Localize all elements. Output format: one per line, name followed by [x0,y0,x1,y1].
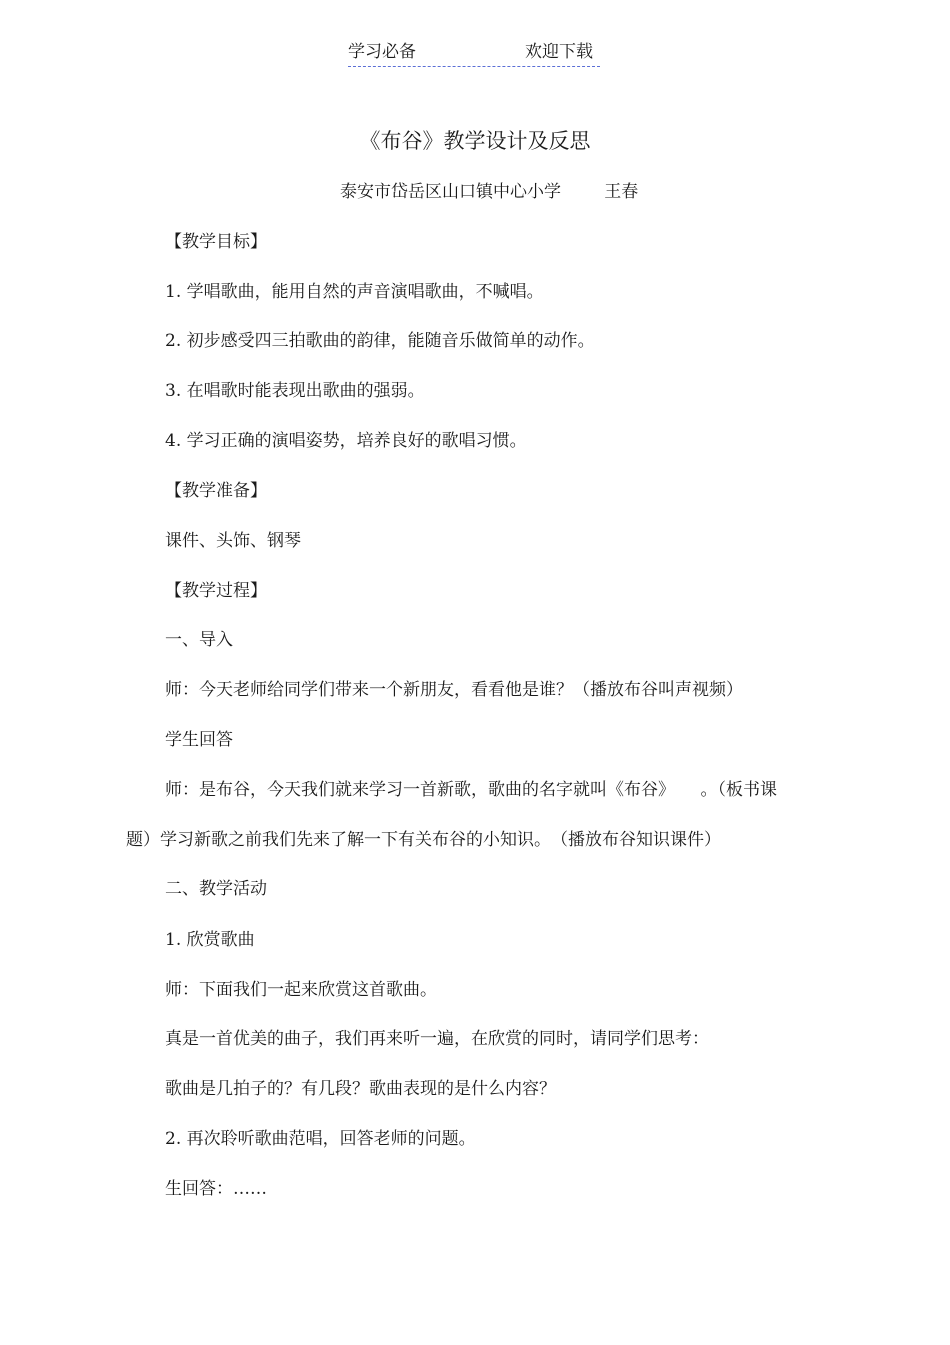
goal-item-4: 4. 学习正确的演唱姿势，培养良好的歌唱习惯。 [165,431,527,451]
header-left-text: 学习必备 [348,42,416,62]
subsection-activities: 二、教学活动 [165,879,267,899]
paragraph-student-reply: 生回答：…… [165,1179,267,1199]
section-heading-process: 【教学过程】 [165,581,267,601]
activity-item-2: 2. 再次聆听歌曲范唱，回答老师的问题。 [165,1129,476,1149]
goal-item-3: 3. 在唱歌时能表现出歌曲的强弱。 [165,381,425,401]
paragraph-teacher-2: 师：是布谷，今天我们就来学习一首新歌，歌曲的名字就叫《布谷》 。（板书课 [165,780,777,800]
header-right-text: 欢迎下载 [525,42,593,62]
paragraph-questions: 歌曲是几拍子的？有几段？歌曲表现的是什么内容？ [165,1079,556,1099]
goal-item-1: 1. 学唱歌曲，能用自然的声音演唱歌曲，不喊唱。 [165,282,544,302]
paragraph-listen-again: 真是一首优美的曲子，我们再来听一遍，在欣赏的同时，请同学们思考： [165,1029,709,1049]
preparation-text: 课件、头饰、钢琴 [165,531,301,551]
paragraph-teacher-1: 师：今天老师给同学们带来一个新朋友，看看他是谁？（播放布谷叫声视频） [165,680,743,700]
paragraph-teacher-2-cont: 题）学习新歌之前我们先来了解一下有关布谷的小知识。 （播放布谷知识课件） [126,830,721,850]
section-heading-goals: 【教学目标】 [165,232,267,252]
paragraph-student-answer: 学生回答 [165,730,233,750]
author-school: 泰安市岱岳区山口镇中心小学 [340,182,561,202]
section-heading-preparation: 【教学准备】 [165,481,267,501]
author-name: 王春 [604,182,639,202]
subsection-intro: 一、导入 [165,630,233,650]
document-title: 《布谷》教学设计及反思 [359,129,591,153]
author-line [340,180,638,204]
goal-item-2: 2. 初步感受四三拍歌曲的韵律，能随音乐做简单的动作。 [165,331,595,351]
page-header [348,40,600,67]
paragraph-teacher-3: 师：下面我们一起来欣赏这首歌曲。 [165,980,437,1000]
activity-item-1: 1. 欣赏歌曲 [165,930,255,950]
